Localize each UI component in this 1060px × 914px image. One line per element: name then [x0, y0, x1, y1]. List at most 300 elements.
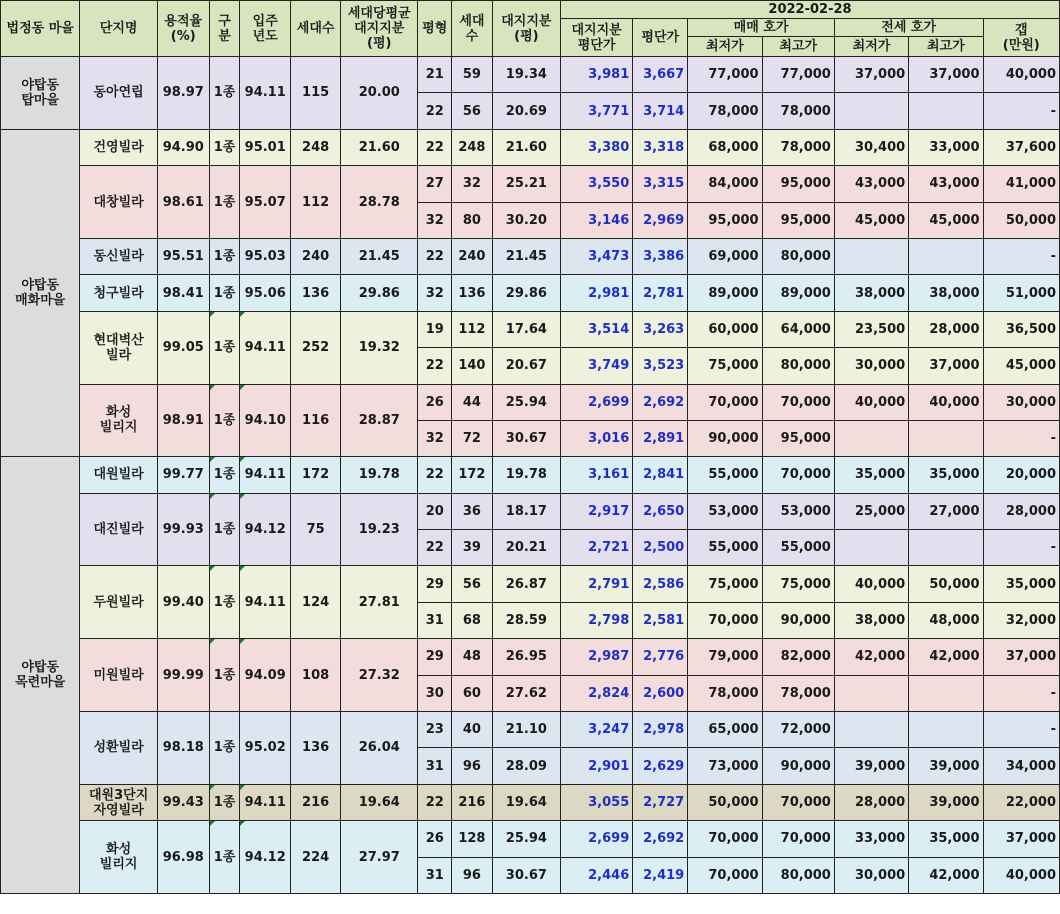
land-share-value: 20.67 — [492, 348, 560, 384]
households-value: 75 — [291, 493, 341, 566]
gap-value: - — [983, 675, 1060, 711]
jeonse-min-value: 39,000 — [834, 748, 908, 784]
far-value: 96.98 — [157, 821, 209, 894]
complex-name: 동신빌라 — [80, 238, 157, 274]
land-price-value: 3,771 — [560, 93, 632, 129]
gap-value: 35,000 — [983, 566, 1060, 602]
complex-name: 대진빌라 — [80, 493, 157, 566]
unit-households-value: 72 — [452, 420, 493, 456]
households-value: 248 — [291, 129, 341, 165]
sale-max-value: 80,000 — [762, 857, 834, 893]
table-row — [1, 566, 1060, 602]
complex-name: 건영빌라 — [80, 129, 157, 165]
land-price-value: 3,016 — [560, 420, 632, 456]
jeonse-max-value: 40,000 — [909, 384, 983, 420]
avg-land-value: 26.04 — [341, 712, 418, 785]
move-in-value: 94.11 — [240, 457, 291, 493]
sale-max-value: 89,000 — [762, 275, 834, 311]
pyeong-price-value: 3,263 — [633, 311, 688, 347]
header-land-share: 대지지분 (평) — [492, 1, 560, 57]
pyeong-price-value: 3,523 — [633, 348, 688, 384]
jeonse-min-value: 45,000 — [834, 202, 908, 238]
move-in-value: 94.12 — [240, 493, 291, 566]
unit-households-value: 240 — [452, 238, 493, 274]
zone-value: 1종 — [209, 821, 240, 894]
gap-value: 37,600 — [983, 129, 1060, 165]
complex-name: 현대벽산 빌라 — [80, 311, 157, 384]
unit-households-value: 39 — [452, 530, 493, 566]
jeonse-min-value: 37,000 — [834, 57, 908, 93]
zone-value: 1종 — [209, 129, 240, 165]
land-share-value: 30.67 — [492, 420, 560, 456]
households-value: 112 — [291, 166, 341, 239]
pyeong-price-value: 2,776 — [633, 639, 688, 675]
complex-name: 대원빌라 — [80, 457, 157, 493]
land-price-value: 3,161 — [560, 457, 632, 493]
gap-value: 37,000 — [983, 821, 1060, 857]
sale-max-value: 82,000 — [762, 639, 834, 675]
header-sale-group: 매매 호가 — [688, 19, 835, 37]
jeonse-max-value: 37,000 — [909, 348, 983, 384]
header-land-price: 대지지분 평단가 — [560, 19, 632, 57]
sale-min-value: 78,000 — [688, 675, 762, 711]
pyeong-price-value: 2,978 — [633, 712, 688, 748]
unit-households-value: 36 — [452, 493, 493, 529]
far-value: 99.93 — [157, 493, 209, 566]
gap-value: - — [983, 712, 1060, 748]
land-share-value: 21.45 — [492, 238, 560, 274]
move-in-value: 94.09 — [240, 639, 291, 712]
gap-value: - — [983, 238, 1060, 274]
avg-land-value: 27.81 — [341, 566, 418, 639]
gap-value: 22,000 — [983, 784, 1060, 820]
land-price-value: 2,699 — [560, 384, 632, 420]
unit-households-value: 56 — [452, 93, 493, 129]
gap-value: 32,000 — [983, 602, 1060, 638]
pyeong-price-value: 3,714 — [633, 93, 688, 129]
households-value: 172 — [291, 457, 341, 493]
sale-min-value: 73,000 — [688, 748, 762, 784]
unit-households-value: 96 — [452, 857, 493, 893]
zone-value: 1종 — [209, 238, 240, 274]
table-row — [1, 129, 1060, 165]
avg-land-value: 28.87 — [341, 384, 418, 457]
sale-max-value: 70,000 — [762, 821, 834, 857]
land-price-value: 2,917 — [560, 493, 632, 529]
sale-min-value: 95,000 — [688, 202, 762, 238]
avg-land-value: 27.32 — [341, 639, 418, 712]
jeonse-min-value — [834, 420, 908, 456]
sale-max-value: 64,000 — [762, 311, 834, 347]
pyeong-value: 31 — [418, 857, 452, 893]
header-complex: 단지명 — [80, 1, 157, 57]
sale-min-value: 70,000 — [688, 384, 762, 420]
jeonse-max-value: 48,000 — [909, 602, 983, 638]
sale-min-value: 78,000 — [688, 93, 762, 129]
sale-min-value: 79,000 — [688, 639, 762, 675]
sale-min-value: 75,000 — [688, 566, 762, 602]
header-avg-land: 세대당평균 대지지분 (평) — [341, 1, 418, 57]
land-price-value: 3,749 — [560, 348, 632, 384]
jeonse-min-value: 30,000 — [834, 348, 908, 384]
land-share-value: 25.94 — [492, 384, 560, 420]
gap-value: 36,500 — [983, 311, 1060, 347]
unit-households-value: 112 — [452, 311, 493, 347]
pyeong-value: 22 — [418, 457, 452, 493]
complex-name: 청구빌라 — [80, 275, 157, 311]
move-in-value: 95.07 — [240, 166, 291, 239]
pyeong-price-value: 2,781 — [633, 275, 688, 311]
jeonse-min-value — [834, 675, 908, 711]
pyeong-price-value: 3,667 — [633, 57, 688, 93]
table-row — [1, 311, 1060, 347]
jeonse-min-value: 30,000 — [834, 857, 908, 893]
sale-max-value: 78,000 — [762, 675, 834, 711]
pyeong-price-value: 2,692 — [633, 821, 688, 857]
sale-min-value: 90,000 — [688, 420, 762, 456]
sale-max-value: 78,000 — [762, 93, 834, 129]
unit-households-value: 248 — [452, 129, 493, 165]
jeonse-min-value: 40,000 — [834, 566, 908, 602]
land-share-value: 30.67 — [492, 857, 560, 893]
far-value: 98.97 — [157, 57, 209, 130]
pyeong-value: 23 — [418, 712, 452, 748]
pyeong-price-value: 2,841 — [633, 457, 688, 493]
move-in-value: 94.10 — [240, 384, 291, 457]
jeonse-max-value: 50,000 — [909, 566, 983, 602]
households-value: 108 — [291, 639, 341, 712]
unit-households-value: 59 — [452, 57, 493, 93]
unit-households-value: 216 — [452, 784, 493, 820]
header-unit-households: 세대수 — [452, 1, 493, 57]
gap-value: 30,000 — [983, 384, 1060, 420]
land-share-value: 29.86 — [492, 275, 560, 311]
header-sale-min: 최저가 — [688, 37, 762, 57]
jeonse-min-value: 43,000 — [834, 166, 908, 202]
gap-value: 40,000 — [983, 57, 1060, 93]
move-in-value: 94.11 — [240, 784, 291, 820]
households-value: 124 — [291, 566, 341, 639]
header-move-in: 입주 년도 — [240, 1, 291, 57]
header-zone: 구분 — [209, 1, 240, 57]
land-price-value: 2,721 — [560, 530, 632, 566]
move-in-value: 95.01 — [240, 129, 291, 165]
far-value: 99.99 — [157, 639, 209, 712]
table-body — [1, 57, 1060, 894]
jeonse-min-value — [834, 530, 908, 566]
land-price-value: 2,798 — [560, 602, 632, 638]
pyeong-value: 29 — [418, 566, 452, 602]
avg-land-value: 28.78 — [341, 166, 418, 239]
households-value: 116 — [291, 384, 341, 457]
jeonse-max-value — [909, 93, 983, 129]
sale-max-value: 78,000 — [762, 129, 834, 165]
land-share-value: 21.10 — [492, 712, 560, 748]
move-in-value: 95.02 — [240, 712, 291, 785]
zone-value: 1종 — [209, 639, 240, 712]
land-share-value: 17.64 — [492, 311, 560, 347]
pyeong-value: 21 — [418, 57, 452, 93]
zone-value: 1종 — [209, 57, 240, 130]
gap-value: 34,000 — [983, 748, 1060, 784]
sale-min-value: 65,000 — [688, 712, 762, 748]
unit-households-value: 128 — [452, 821, 493, 857]
sale-max-value: 95,000 — [762, 420, 834, 456]
land-price-value: 3,473 — [560, 238, 632, 274]
pyeong-value: 22 — [418, 348, 452, 384]
pyeong-value: 22 — [418, 784, 452, 820]
table-row — [1, 784, 1060, 820]
jeonse-min-value — [834, 712, 908, 748]
sale-min-value: 50,000 — [688, 784, 762, 820]
sale-min-value: 55,000 — [688, 457, 762, 493]
jeonse-max-value: 42,000 — [909, 639, 983, 675]
land-share-value: 26.87 — [492, 566, 560, 602]
complex-name: 성환빌라 — [80, 712, 157, 785]
land-share-value: 20.69 — [492, 93, 560, 129]
avg-land-value: 19.32 — [341, 311, 418, 384]
jeonse-min-value: 38,000 — [834, 275, 908, 311]
pyeong-value: 26 — [418, 384, 452, 420]
avg-land-value: 19.64 — [341, 784, 418, 820]
complex-name: 대창빌라 — [80, 166, 157, 239]
move-in-value: 94.11 — [240, 57, 291, 130]
table-row — [1, 639, 1060, 675]
pyeong-value: 32 — [418, 420, 452, 456]
households-value: 216 — [291, 784, 341, 820]
pyeong-price-value: 2,650 — [633, 493, 688, 529]
land-price-value: 3,550 — [560, 166, 632, 202]
unit-households-value: 48 — [452, 639, 493, 675]
gap-value: 20,000 — [983, 457, 1060, 493]
pyeong-price-value: 2,586 — [633, 566, 688, 602]
jeonse-min-value: 28,000 — [834, 784, 908, 820]
sale-min-value: 70,000 — [688, 602, 762, 638]
pyeong-value: 26 — [418, 821, 452, 857]
land-share-value: 25.94 — [492, 821, 560, 857]
avg-land-value: 29.86 — [341, 275, 418, 311]
zone-value: 1종 — [209, 712, 240, 785]
table-row — [1, 457, 1060, 493]
unit-households-value: 172 — [452, 457, 493, 493]
move-in-value: 95.03 — [240, 238, 291, 274]
pyeong-price-value: 3,386 — [633, 238, 688, 274]
land-share-value: 28.59 — [492, 602, 560, 638]
sale-max-value: 95,000 — [762, 202, 834, 238]
gap-value: - — [983, 93, 1060, 129]
sale-max-value: 80,000 — [762, 348, 834, 384]
jeonse-max-value — [909, 675, 983, 711]
far-value: 99.40 — [157, 566, 209, 639]
sale-min-value: 89,000 — [688, 275, 762, 311]
sale-max-value: 90,000 — [762, 602, 834, 638]
far-value: 99.05 — [157, 311, 209, 384]
sale-min-value: 69,000 — [688, 238, 762, 274]
gap-value: 50,000 — [983, 202, 1060, 238]
table-header — [1, 1, 1060, 57]
region-cell: 야탑동 탑마을 — [1, 57, 80, 130]
land-price-value: 3,146 — [560, 202, 632, 238]
sale-max-value: 75,000 — [762, 566, 834, 602]
jeonse-min-value — [834, 238, 908, 274]
table-row — [1, 57, 1060, 93]
pyeong-price-value: 2,727 — [633, 784, 688, 820]
land-price-value: 2,824 — [560, 675, 632, 711]
jeonse-max-value: 45,000 — [909, 202, 983, 238]
jeonse-min-value: 30,400 — [834, 129, 908, 165]
jeonse-min-value: 38,000 — [834, 602, 908, 638]
far-value: 95.51 — [157, 238, 209, 274]
zone-value: 1종 — [209, 457, 240, 493]
households-value: 224 — [291, 821, 341, 894]
header-pyeong: 평형 — [418, 1, 452, 57]
unit-households-value: 136 — [452, 275, 493, 311]
jeonse-max-value: 35,000 — [909, 821, 983, 857]
jeonse-min-value: 25,000 — [834, 493, 908, 529]
gap-value: 37,000 — [983, 639, 1060, 675]
pyeong-value: 22 — [418, 93, 452, 129]
zone-value: 1종 — [209, 311, 240, 384]
far-value: 94.90 — [157, 129, 209, 165]
zone-value: 1종 — [209, 275, 240, 311]
unit-households-value: 32 — [452, 166, 493, 202]
jeonse-max-value: 37,000 — [909, 57, 983, 93]
table-row — [1, 166, 1060, 202]
move-in-value: 94.11 — [240, 566, 291, 639]
table-row — [1, 821, 1060, 857]
jeonse-max-value: 38,000 — [909, 275, 983, 311]
sale-max-value: 72,000 — [762, 712, 834, 748]
unit-households-value: 80 — [452, 202, 493, 238]
unit-households-value: 44 — [452, 384, 493, 420]
avg-land-value: 21.60 — [341, 129, 418, 165]
land-share-value: 19.34 — [492, 57, 560, 93]
complex-name: 화성 빌리지 — [80, 821, 157, 894]
jeonse-min-value — [834, 93, 908, 129]
gap-value: 45,000 — [983, 348, 1060, 384]
sale-min-value: 55,000 — [688, 530, 762, 566]
zone-value: 1종 — [209, 784, 240, 820]
sale-min-value: 53,000 — [688, 493, 762, 529]
sale-min-value: 75,000 — [688, 348, 762, 384]
far-value: 99.43 — [157, 784, 209, 820]
avg-land-value: 21.45 — [341, 238, 418, 274]
table-row — [1, 384, 1060, 420]
jeonse-min-value: 40,000 — [834, 384, 908, 420]
avg-land-value: 19.23 — [341, 493, 418, 566]
header-jeonse-max: 최고가 — [909, 37, 983, 57]
land-price-value: 3,514 — [560, 311, 632, 347]
pyeong-price-value: 2,629 — [633, 748, 688, 784]
gap-value: 40,000 — [983, 857, 1060, 893]
zone-value: 1종 — [209, 493, 240, 566]
land-price-value: 2,981 — [560, 275, 632, 311]
sale-min-value: 77,000 — [688, 57, 762, 93]
jeonse-max-value: 39,000 — [909, 748, 983, 784]
land-price-value: 2,699 — [560, 821, 632, 857]
pyeong-value: 32 — [418, 202, 452, 238]
unit-households-value: 60 — [452, 675, 493, 711]
jeonse-min-value: 42,000 — [834, 639, 908, 675]
jeonse-max-value: 27,000 — [909, 493, 983, 529]
zone-value: 1종 — [209, 384, 240, 457]
gap-value: 28,000 — [983, 493, 1060, 529]
pyeong-value: 22 — [418, 129, 452, 165]
sale-max-value: 70,000 — [762, 457, 834, 493]
jeonse-max-value — [909, 712, 983, 748]
unit-households-value: 140 — [452, 348, 493, 384]
pyeong-value: 29 — [418, 639, 452, 675]
header-region: 법정동 마을 — [1, 1, 80, 57]
zone-value: 1종 — [209, 566, 240, 639]
pyeong-price-value: 2,500 — [633, 530, 688, 566]
pyeong-price-value: 2,692 — [633, 384, 688, 420]
pyeong-value: 20 — [418, 493, 452, 529]
land-price-value: 2,791 — [560, 566, 632, 602]
land-price-value: 3,981 — [560, 57, 632, 93]
households-value: 136 — [291, 712, 341, 785]
unit-households-value: 96 — [452, 748, 493, 784]
sale-max-value: 90,000 — [762, 748, 834, 784]
jeonse-min-value: 35,000 — [834, 457, 908, 493]
pyeong-value: 22 — [418, 530, 452, 566]
unit-households-value: 40 — [452, 712, 493, 748]
pyeong-value: 32 — [418, 275, 452, 311]
land-share-value: 30.20 — [492, 202, 560, 238]
header-jeonse-group: 전세 호가 — [834, 19, 983, 37]
land-price-value: 2,987 — [560, 639, 632, 675]
households-value: 136 — [291, 275, 341, 311]
land-share-value: 19.78 — [492, 457, 560, 493]
far-value: 98.41 — [157, 275, 209, 311]
far-value: 98.61 — [157, 166, 209, 239]
sale-max-value: 77,000 — [762, 57, 834, 93]
sale-max-value: 53,000 — [762, 493, 834, 529]
pyeong-value: 22 — [418, 238, 452, 274]
land-share-value: 20.21 — [492, 530, 560, 566]
sale-max-value: 55,000 — [762, 530, 834, 566]
avg-land-value: 19.78 — [341, 457, 418, 493]
table-row — [1, 712, 1060, 748]
jeonse-max-value: 43,000 — [909, 166, 983, 202]
sale-max-value: 70,000 — [762, 384, 834, 420]
zone-value: 1종 — [209, 166, 240, 239]
jeonse-min-value: 23,500 — [834, 311, 908, 347]
pyeong-value: 31 — [418, 748, 452, 784]
land-price-value: 2,901 — [560, 748, 632, 784]
land-price-value: 3,055 — [560, 784, 632, 820]
avg-land-value: 27.97 — [341, 821, 418, 894]
far-value: 98.18 — [157, 712, 209, 785]
jeonse-min-value: 33,000 — [834, 821, 908, 857]
region-cell: 야탑동 목련마을 — [1, 457, 80, 894]
far-value: 98.91 — [157, 384, 209, 457]
pyeong-price-value: 2,969 — [633, 202, 688, 238]
pyeong-value: 31 — [418, 602, 452, 638]
sale-max-value: 95,000 — [762, 166, 834, 202]
sale-max-value: 80,000 — [762, 238, 834, 274]
pyeong-price-value: 2,419 — [633, 857, 688, 893]
pyeong-price-value: 2,891 — [633, 420, 688, 456]
sale-min-value: 84,000 — [688, 166, 762, 202]
jeonse-max-value: 35,000 — [909, 457, 983, 493]
header-jeonse-min: 최저가 — [834, 37, 908, 57]
pyeong-value: 27 — [418, 166, 452, 202]
gap-value: - — [983, 530, 1060, 566]
sale-min-value: 70,000 — [688, 821, 762, 857]
sale-min-value: 60,000 — [688, 311, 762, 347]
complex-name: 화성 빌리지 — [80, 384, 157, 457]
